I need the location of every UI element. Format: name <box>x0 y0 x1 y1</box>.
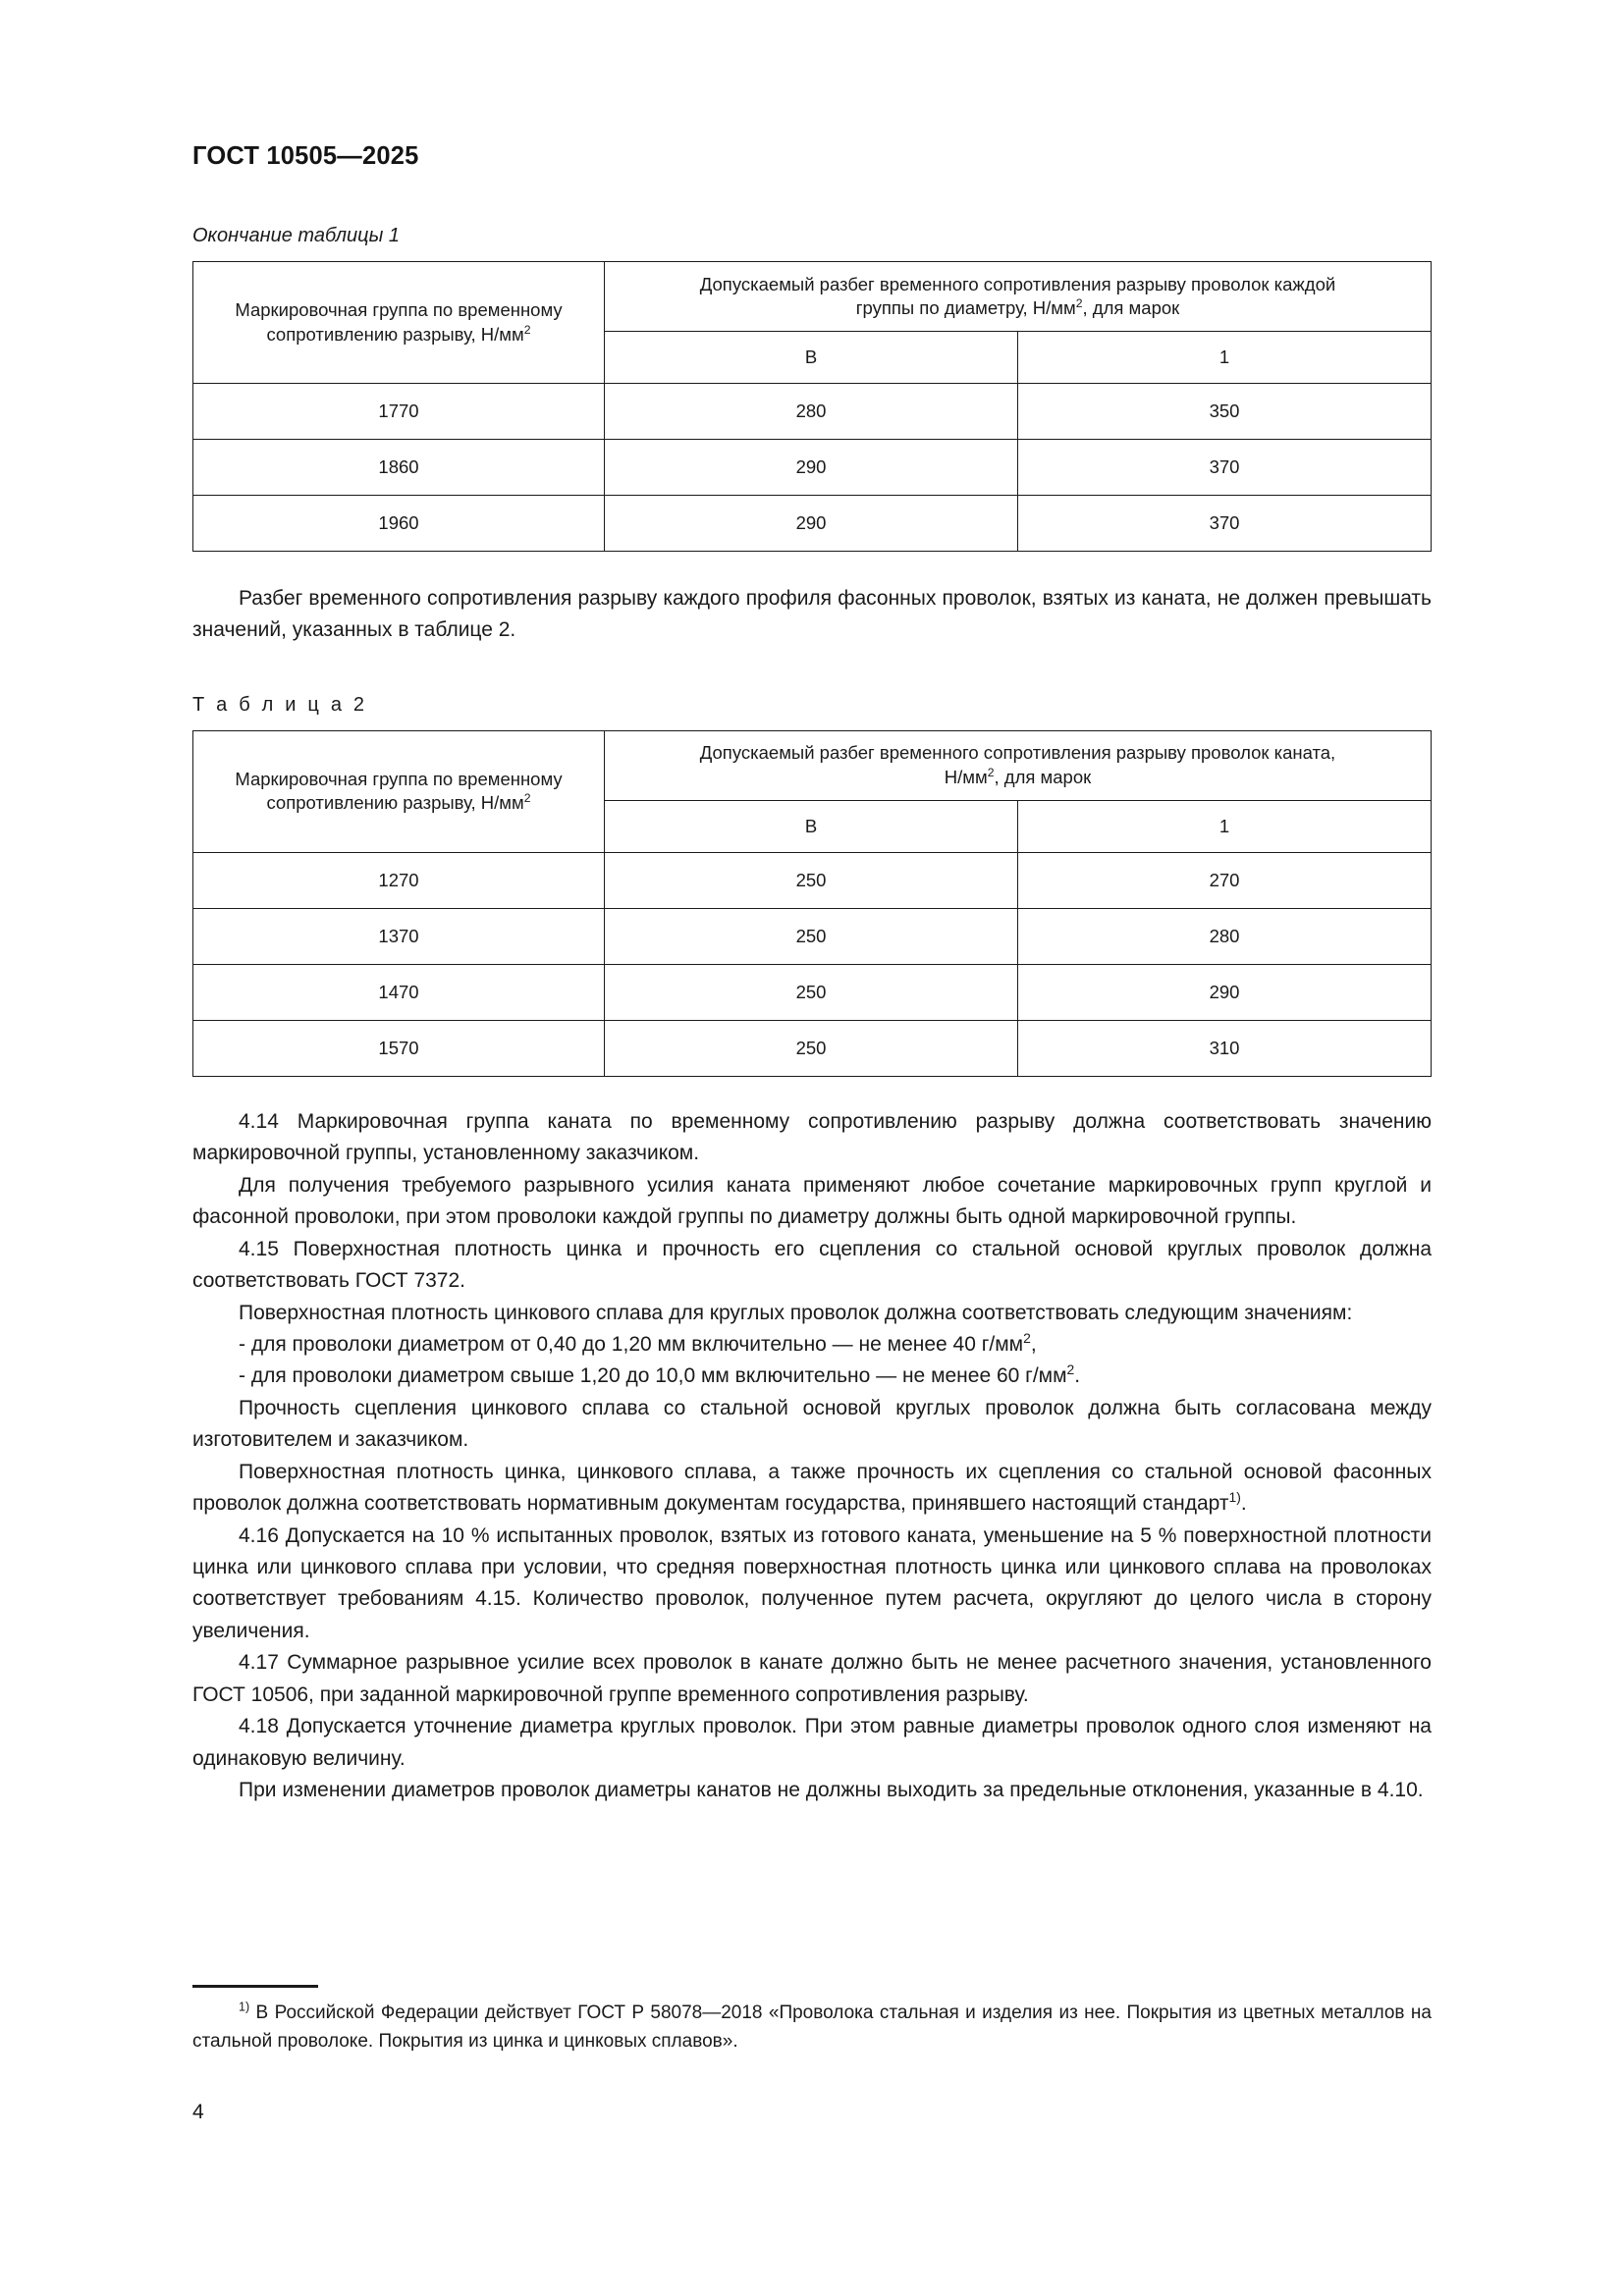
paragraph-adhesion: Прочность сцепления цинкового сплава со стальной основой круглых проволок должна быть согласована между изготовителем и заказчиком. <box>192 1396 1432 1452</box>
table-1-cell-mark-b: 290 <box>605 440 1018 496</box>
table-row <box>193 964 1432 1020</box>
table-2-caption: Т а б л и ц а 2 <box>192 693 368 716</box>
table-2-cell-mark-b: 250 <box>605 964 1018 1020</box>
table-row <box>193 908 1432 964</box>
table-1-cell-group: 1860 <box>193 440 605 496</box>
superscript-2: 2 <box>1075 295 1083 310</box>
table-2-cell-group: 1470 <box>193 964 605 1020</box>
table-1-header-spread-line1: Допускаемый разбег временного сопротивления разрыву проволок каждой <box>699 273 1336 294</box>
footnote-marker: 1) <box>239 2000 250 2014</box>
table-2-header-group <box>193 730 605 852</box>
footnote-divider <box>192 1985 318 1988</box>
table-1-cell-mark-1: 370 <box>1018 440 1432 496</box>
paragraph-shaped-wires <box>192 1457 1432 1521</box>
bullet-2-tail: . <box>1074 1364 1081 1388</box>
table-1-cell-mark-b: 290 <box>605 496 1018 552</box>
paragraph-4-16: 4.16 Допускается на 10 % испытанных проволок, взятых из готового каната, уменьшение на 5 % поверхностной плотности цинка или цинкового сплава при условии, что средняя поверхностная плотность цинка или цинкового сплава на проволоках соответствует требованиям 4.15. Количество проволок, полученное путем расчета, округляют до целого числа в сторону увеличения. <box>192 1523 1432 1642</box>
paragraph-zinc-density: Поверхностная плотность цинкового сплава для круглых проволок должна соответствовать следующим значениям: <box>239 1301 1353 1324</box>
paragraph-shaped-tail: . <box>1240 1492 1247 1516</box>
table-2 <box>192 730 1432 1077</box>
paragraph-4-17: 4.17 Суммарное разрывное усилие всех проволок в канате должно быть не менее расчетного значения, установленного ГОСТ 10506, при заданной маркировочной группе временного сопротивления разрыву. <box>192 1651 1432 1706</box>
bullet-1-text: - для проволоки диаметром от 0,40 до 1,20 мм включительно — не менее 40 г/мм <box>239 1332 1024 1356</box>
table-2-header-spread-line2b: , для марок <box>994 766 1092 787</box>
table-1 <box>192 261 1432 552</box>
superscript-2: 2 <box>523 791 531 806</box>
table-2-cell-mark-1: 280 <box>1018 908 1432 964</box>
table-2-header-spread-line2a: Н/мм <box>944 766 988 787</box>
table-2-cell-mark-1: 270 <box>1018 852 1432 908</box>
superscript-2: 2 <box>1066 1362 1075 1378</box>
table-1-header-spread <box>605 262 1432 332</box>
table-1-cell-mark-b: 280 <box>605 384 1018 440</box>
table-1-cell-group: 1960 <box>193 496 605 552</box>
table-1-header-spread-line2a: группы по диаметру, Н/мм <box>855 297 1076 318</box>
paragraph-4-18: 4.18 Допускается уточнение диаметра круглых проволок. При этом равные диаметры проволок одного слоя изменяют на одинаковую величину. <box>192 1715 1432 1770</box>
footnote-text <box>192 2000 1432 2056</box>
table-row <box>193 384 1432 440</box>
list-item-diameter-1-20-10-0 <box>192 1361 1432 1392</box>
table-2-subheader-b: В <box>605 800 1018 852</box>
table-1-header-group-text: Маркировочная группа по временному сопротивлению разрыву, Н/мм <box>235 299 563 345</box>
footnote-body: В Российской Федерации действует ГОСТ Р 58078—2018 «Проволока стальная и изделия из нее. Покрытия из цветных металлов на стальной проволоке. Покрытия из цинка и цинковых сплавов». <box>192 2002 1432 2052</box>
table-1-caption: Окончание таблицы 1 <box>192 225 401 246</box>
page-content <box>192 0 1432 1807</box>
table-1-header-group <box>193 262 605 384</box>
bullet-1-tail: , <box>1030 1332 1037 1356</box>
table-2-header-spread-line1: Допускаемый разбег временного сопротивления разрыву проволок каната, <box>699 742 1336 764</box>
page-title: ГОСТ 10505—2025 <box>192 142 419 170</box>
table-row <box>193 440 1432 496</box>
table-header-row <box>193 262 1432 332</box>
table-2-cell-mark-1: 290 <box>1018 964 1432 1020</box>
table-1-subheader-1: 1 <box>1018 332 1432 384</box>
superscript-2: 2 <box>523 322 531 337</box>
bullet-2-text: - для проволоки диаметром свыше 1,20 до 10,0 мм включительно — не менее 60 г/мм <box>239 1364 1067 1388</box>
paragraph-between-tables: Разбег временного сопротивления разрыву каждого профиля фасонных проволок, взятых из каната, не должен превышать значений, указанных в таблице 2. <box>192 587 1432 642</box>
superscript-2: 2 <box>1023 1329 1031 1346</box>
footnote-block <box>192 1985 1432 2056</box>
footnote-marker-superscript: 1) <box>1228 1489 1241 1506</box>
table-2-cell-group: 1370 <box>193 908 605 964</box>
paragraph-4-15: 4.15 Поверхностная плотность цинка и прочность его сцепления со стальной основой круглых проволок должна соответствовать ГОСТ 7372. <box>192 1237 1432 1293</box>
table-2-cell-mark-1: 310 <box>1018 1020 1432 1076</box>
table-header-row <box>193 730 1432 800</box>
table-1-subheader-b: В <box>605 332 1018 384</box>
table-1-header-spread-line2b: , для марок <box>1082 297 1180 318</box>
superscript-2: 2 <box>987 765 995 779</box>
table-1-cell-group: 1770 <box>193 384 605 440</box>
paragraph-4-14: 4.14 Маркировочная группа каната по временному сопротивлению разрыву должна соответствовать значению маркировочной группы, установленному заказчиком. <box>192 1109 1432 1165</box>
table-2-cell-mark-b: 250 <box>605 852 1018 908</box>
table-2-cell-group: 1570 <box>193 1020 605 1076</box>
paragraph-combination: Для получения требуемого разрывного усилия каната применяют любое сочетание маркировочных групп круглой и фасонной проволоки, при этом проволоки каждой группы по диаметру должны быть одной маркировочной группы. <box>192 1173 1432 1229</box>
table-row <box>193 852 1432 908</box>
paragraph-shaped-text: Поверхностная плотность цинка, цинкового сплава, а также прочность их сцепления со стальной основой фасонных проволок должна соответствовать нормативным документам государства, принявшего настоящий стандарт <box>192 1460 1432 1516</box>
list-item-diameter-0-40-1-20 <box>192 1329 1432 1361</box>
table-1-cell-mark-1: 370 <box>1018 496 1432 552</box>
table-1-cell-mark-1: 350 <box>1018 384 1432 440</box>
table-row <box>193 496 1432 552</box>
paragraph-last: При изменении диаметров проволок диаметры канатов не должны выходить за предельные отклонения, указанные в 4.10. <box>239 1779 1424 1802</box>
page-number: 4 <box>192 2101 204 2123</box>
table-2-cell-mark-b: 250 <box>605 1020 1018 1076</box>
table-row <box>193 1020 1432 1076</box>
table-2-header-spread <box>605 730 1432 800</box>
table-2-header-group-text: Маркировочная группа по временному сопротивлению разрыву, Н/мм <box>235 768 563 814</box>
table-2-cell-group: 1270 <box>193 852 605 908</box>
table-2-cell-mark-b: 250 <box>605 908 1018 964</box>
table-2-subheader-1: 1 <box>1018 800 1432 852</box>
